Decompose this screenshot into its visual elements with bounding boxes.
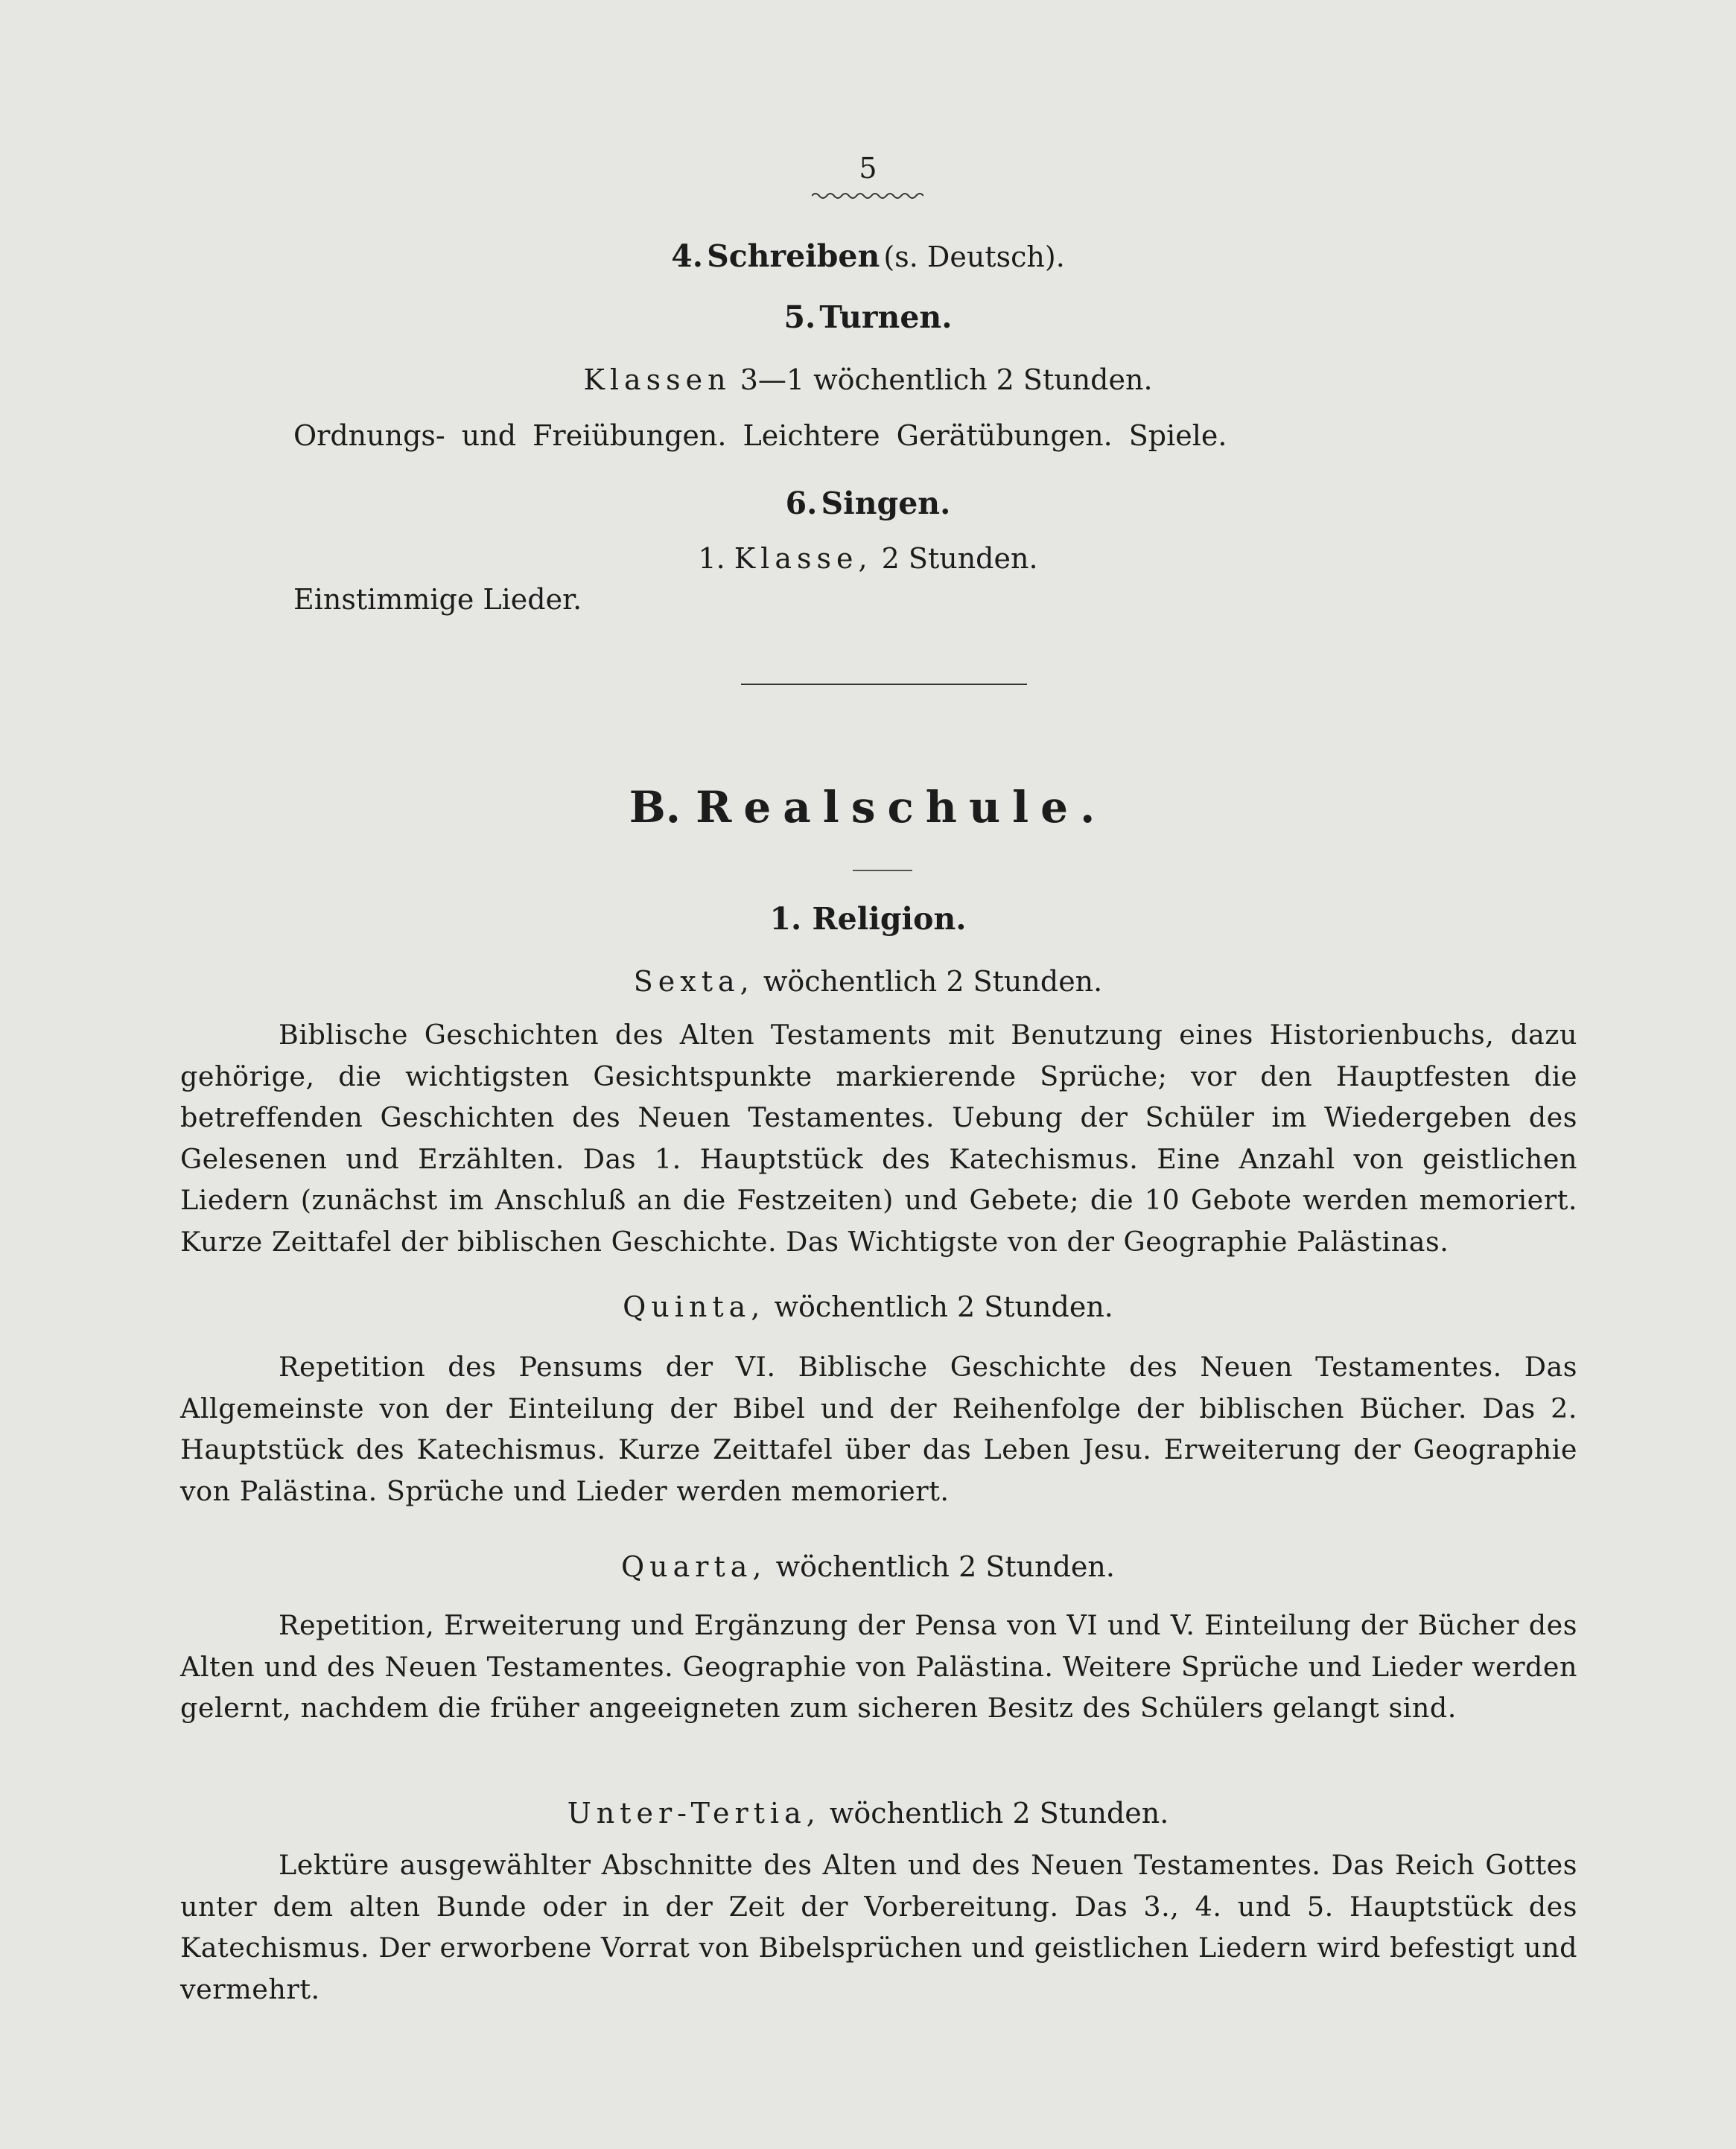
schreiben-heading: 4. Schreiben (s. Deutsch). (671, 238, 1065, 274)
sexta-text: Biblische Geschichten des Alten Testaments mit Benutzung eines Historienbuchs, dazu gehörige, die wichtigsten Gesichtspunkte markierende Sprüche; vor den Hauptfesten die betreffenden Geschichten des Neuen Testamentes. Uebung der Schüler im Wiedergeben des Gelesenen und Erzählten. Das 1. Hauptstück des Katechismus. Eine Anzahl von geistlichen Liedern (zunächst im Anschluß an die Festzeiten) und Gebete; die 10 Gebote werden memoriert. Kurze Zeittafel der biblischen Geschichte. Das Wichtigste von der Geographie Palästinas. (180, 1019, 1577, 1258)
quarta-heading: Quarta, wöchentlich 2 Stunden. (621, 1550, 1115, 1583)
singen-description: Einstimmige Lieder. (293, 583, 582, 616)
religion-heading: 1. Religion. (769, 901, 967, 937)
turnen-heading: 5. Turnen. (783, 299, 953, 335)
unter-tertia-heading: Unter-Tertia, wöchentlich 2 Stunden. (567, 1797, 1169, 1830)
singen-heading: 6. Singen. (785, 485, 951, 521)
singen-hours: 1. Klasse, 2 Stunden. (698, 542, 1038, 575)
quinta-text: Repetition des Pensums der VI. Biblische Geschichte des Neuen Testamentes. Das Allgemeinste von der Einteilung der Bibel und der Reihenfolge der biblischen Bücher. Das 2. Hauptstück des Katechismus. Kurze Zeittafel über das Leben Jesu. Erweiterung der Geographie von Palästina. Sprüche und Lieder werden memoriert. (180, 1351, 1577, 1507)
quarta-text: Repetition, Erweiterung und Ergänzung der Pensa von VI und V. Einteilung der Bücher des Alten und des Neuen Testamentes. Geographie von Palästina. Weitere Sprüche und Lieder werden gelernt, nachdem die früher angeeigneten zum sicheren Besitz des Schülers gelangt sind. (180, 1609, 1577, 1724)
unter-tertia-text: Lektüre ausgewählter Abschnitte des Alten und des Neuen Testamentes. Das Reich Gottes unter dem alten Bunde oder in der Zeit der Vorbereitung. Das 3., 4. und 5. Hauptstück des Katechismus. Der erworbene Vorrat von Bibelsprüchen und geistlichen Liedern wird befestigt und vermehrt. (180, 1849, 1577, 2005)
school-title: B. Realschule. (629, 782, 1107, 832)
section-divider (741, 684, 1027, 685)
page-number-ornament (812, 191, 923, 201)
page-number: 5 (859, 152, 877, 185)
quinta-heading: Quinta, wöchentlich 2 Stunden. (623, 1290, 1113, 1323)
title-underline (853, 870, 912, 871)
turnen-description: Ordnungs- und Freiübungen. Leichtere Gerätübungen. Spiele. (293, 419, 1227, 452)
sexta-heading: Sexta, wöchentlich 2 Stunden. (633, 965, 1103, 998)
turnen-hours: Klassen 3—1 wöchentlich 2 Stunden. (583, 363, 1153, 396)
